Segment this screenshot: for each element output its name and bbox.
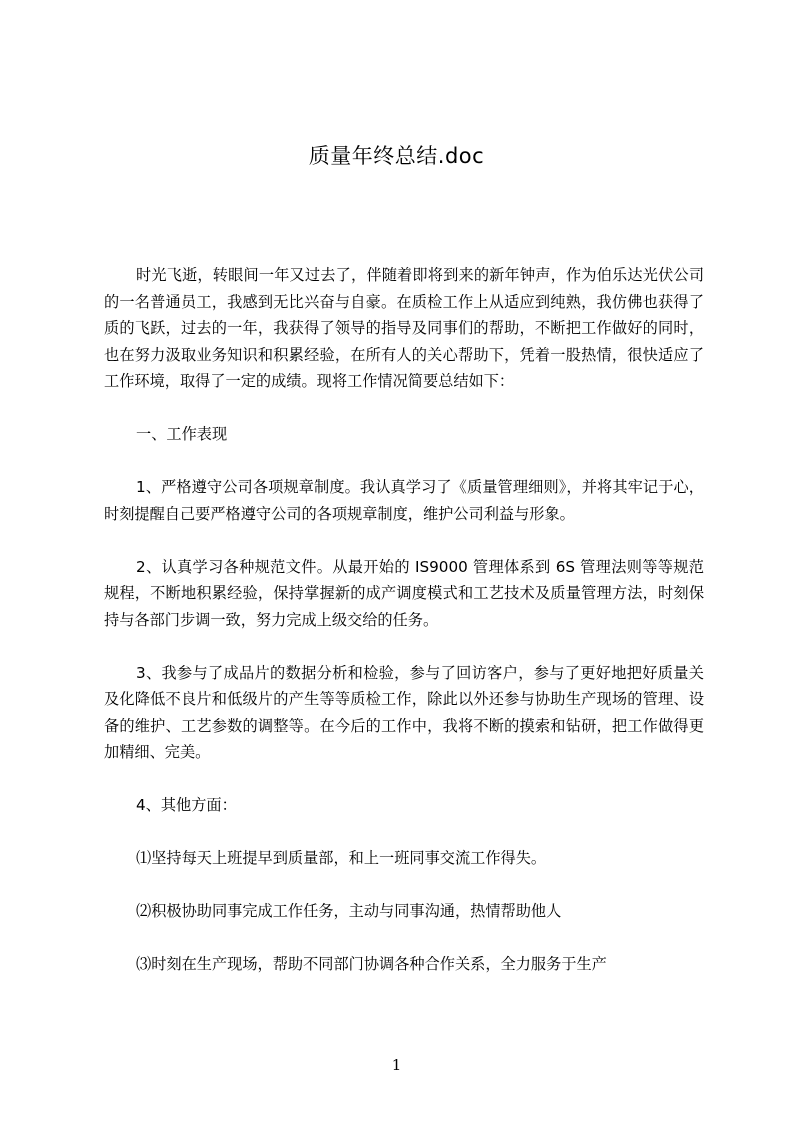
paragraph-gap <box>104 766 704 793</box>
paragraph-gap <box>104 925 704 952</box>
paragraph-gap <box>104 872 704 899</box>
sub-item-3: ⑶时刻在生产现场，帮助不同部门协调各种合作关系，全力服务于生产 <box>136 955 607 973</box>
paragraph-gap <box>104 527 704 554</box>
point-1-paragraph: 1、严格遵守公司各项规章制度。我认真学习了《质量管理细则》，并将其牢记于心，时刻提醒自己要严格遵守公司的各项规章制度，维护公司利益与形象。 <box>104 478 704 523</box>
document-title: 质量年终总结.doc <box>308 144 485 168</box>
intro-paragraph: 时光飞逝，转眼间一年又过去了，伴随着即将到来的新年钟声，作为伯乐达光伏公司的一名普通员工，我感到无比兴奋与自豪。在质检工作上从适应到纯熟，我仿佛也获得了质的飞跃，过去的一年，我获得了领导的指导及同事们的帮助，不断把工作做好的同时，也在努力汲取业务知识和积累经验，在所有人的关心帮助下，凭着一股热情，很快适应了工作环境，取得了一定的成绩。现将工作情况简要总结如下： <box>104 266 704 390</box>
point-3-paragraph: 3、我参与了成品片的数据分析和检验，参与了回访客户，参与了更好地把好质量关及化降低不良片和低级片的产生等等质检工作，除此以外还参与协助生产现场的管理、设备的维护、工艺参数的调整等。在今后的工作中，我将不断的摸索和钻研，把工作做得更加精细、完美。 <box>104 663 704 761</box>
point-4-heading: 4、其他方面： <box>136 796 237 814</box>
document-body <box>104 262 704 978</box>
section-heading: 一、工作表现 <box>136 425 228 443</box>
paragraph-gap <box>104 448 704 475</box>
paragraph-gap <box>104 395 704 422</box>
page-number: 1 <box>391 1056 402 1074</box>
paragraph-gap <box>104 819 704 846</box>
sub-item-1: ⑴坚持每天上班提早到质量部，和上一班同事交流工作得失。 <box>136 849 547 867</box>
sub-item-2: ⑵积极协助同事完成工作任务，主动与同事沟通，热情帮助他人 <box>136 902 562 920</box>
paragraph-gap <box>104 633 704 660</box>
point-2-paragraph: 2、认真学习各种规范文件。从最开始的 IS9000 管理体系到 6S 管理法则等等规范规程，不断地积累经验，保持掌握新的成产调度模式和工艺技术及质量管理方法，时刻保持与各部门步调一致，努力完成上级交给的任务。 <box>104 557 704 629</box>
